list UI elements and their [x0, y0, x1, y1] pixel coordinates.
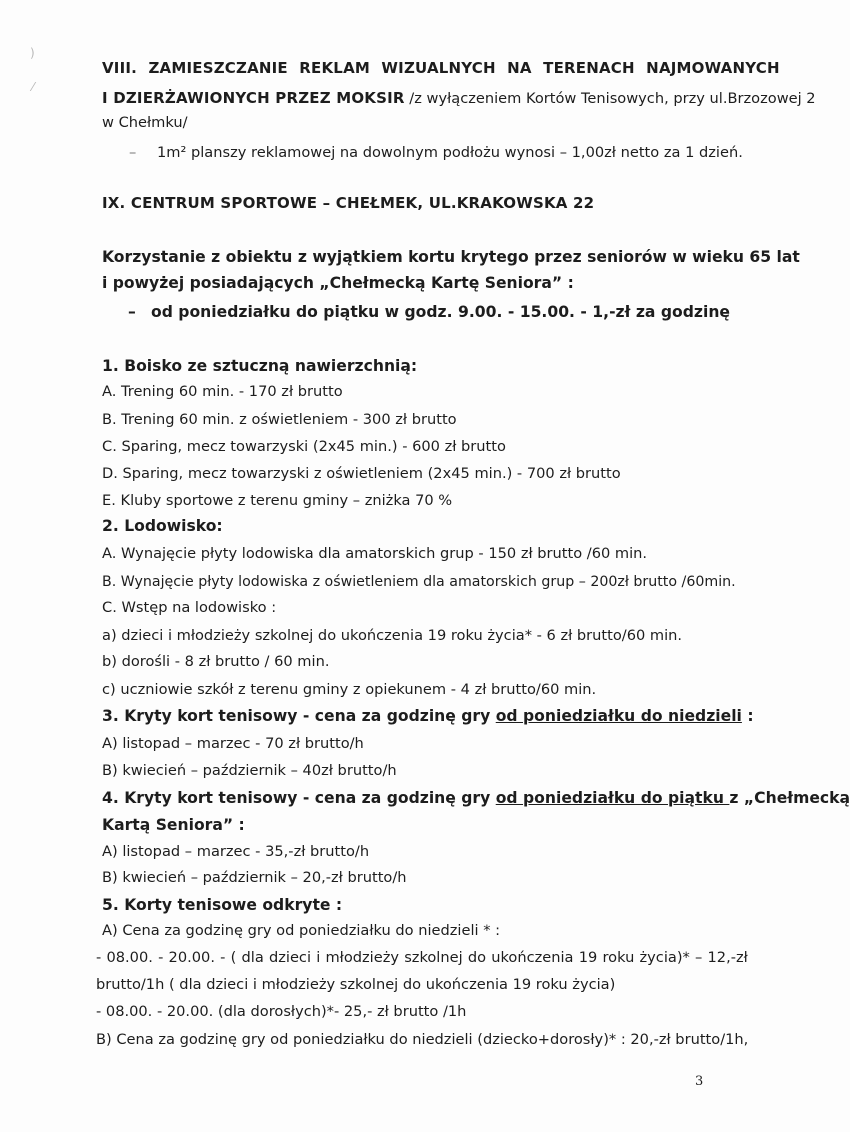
list-item: B. Wynajęcie płyty lodowiska z oświetleniem dla amatorskich grup – 200zł brutto /60min. — [102, 574, 736, 590]
kort-kryty-heading-end: : — [741, 707, 754, 725]
kort-senior-heading-text: 4. Kryty kort tenisowy - cena za godzinę gry — [102, 789, 496, 807]
price-word: ( — [230, 949, 237, 966]
senior-line-2: i powyżej posiadających „Chełmecką Kartę Seniora” : — [102, 274, 574, 292]
kort-kryty-heading-text: 3. Kryty kort tenisowy - cena za godzinę gry — [102, 707, 496, 725]
section-8-subtitle — [102, 88, 816, 109]
section-8-title — [102, 58, 780, 78]
price-word: - — [158, 949, 164, 966]
korty-odkryte-heading: 5. Korty tenisowe odkryte : — [102, 896, 343, 914]
price-row-children — [96, 948, 748, 968]
price-word: 12,-zł — [707, 949, 748, 966]
list-item: C. Wstęp na lodowisko : — [102, 599, 277, 616]
price-word: dla — [241, 949, 264, 966]
section-8-title-text: VIII. ZAMIESZCZANIE REKLAM WIZUALNYCH NA TERENACH NAJMOWANYCH — [102, 59, 780, 77]
kort-kryty-heading-days: od poniedziałku do niedzieli — [495, 707, 742, 725]
price-word: szkolnej — [404, 949, 463, 966]
price-word: - — [220, 949, 226, 966]
lodowisko-heading: 2. Lodowisko: — [102, 517, 223, 535]
price-word: – — [695, 949, 703, 966]
price-word: 08.00. — [106, 949, 153, 966]
price-word: życia)* — [639, 949, 690, 966]
list-item: c) uczniowie szkół z terenu gminy z opiekunem - 4 zł brutto/60 min. — [102, 681, 597, 698]
boisko-heading: 1. Boisko ze sztuczną nawierzchnią: — [102, 357, 418, 375]
scan-mark: ) — [30, 46, 35, 60]
kort-senior-heading-days: od poniedziałku do piątku — [495, 789, 730, 807]
section-9-title: IX. CENTRUM SPORTOWE – CHEŁMEK, UL.KRAKOWSKA 22 — [102, 194, 595, 212]
list-item: A. Wynajęcie płyty lodowiska dla amatorskich grup - 150 zł brutto /60 min. — [102, 545, 648, 562]
section-8-item: 1m² planszy reklamowej na dowolnym podłożu wynosi – 1,00zł netto za 1 dzień. — [157, 144, 743, 161]
price-word: ukończenia — [491, 949, 574, 966]
price-b: B) Cena za godzinę gry od poniedziałku do niedzieli (dziecko+dorosły)* : 20,-zł brutto/1h, — [96, 1031, 749, 1048]
page-number: 3 — [695, 1074, 704, 1089]
list-item: A. Trening 60 min. - 170 zł brutto — [102, 383, 343, 400]
section-8-subtitle-bold: I DZIERŻAWIONYCH PRZEZ MOKSIR — [102, 89, 405, 107]
scan-mark: ⁄ — [32, 80, 35, 94]
section-8-subtitle-rest: /z wyłączeniem Kortów Tenisowych, przy ul.Brzozowej 2 — [404, 90, 816, 107]
price-a: A) Cena za godzinę gry od poniedziałku do niedzieli * : — [102, 922, 501, 939]
list-item: B. Trening 60 min. z oświetleniem - 300 zł brutto — [102, 411, 457, 428]
list-dash: – — [128, 303, 136, 321]
price-word: 20.00. — [168, 949, 215, 966]
senior-hours: od poniedziałku do piątku w godz. 9.00. - 15.00. - 1,-zł za godzinę — [151, 303, 730, 321]
price-word: i — [316, 949, 321, 966]
list-item: D. Sparing, mecz towarzyski z oświetleniem (2x45 min.) - 700 zł brutto — [102, 465, 621, 482]
list-item: B) kwiecień – październik – 40zł brutto/h — [102, 762, 397, 779]
price-word: dzieci — [268, 949, 312, 966]
list-item: a) dzieci i młodzieży szkolnej do ukończenia 19 roku życia* - 6 zł brutto/60 min. — [102, 627, 683, 644]
price-word: do — [467, 949, 487, 966]
list-item: E. Kluby sportowe z terenu gminy – zniżka 70 % — [102, 492, 453, 509]
list-dash: – — [129, 144, 137, 161]
price-row-children-cont: brutto/1h ( dla dzieci i młodzieży szkolnej do ukończenia 19 roku życia) — [96, 976, 616, 993]
section-8-location: w Chełmku/ — [102, 114, 188, 131]
price-row-adults: - 08.00. - 20.00. (dla dorosłych)*- 25,- zł brutto /1h — [96, 1003, 467, 1020]
kort-senior-heading — [102, 788, 850, 808]
price-word: - — [96, 949, 102, 966]
list-item: A) listopad – marzec - 35,-zł brutto/h — [102, 843, 370, 860]
kort-senior-heading-line-2: Kartą Seniora” : — [102, 816, 245, 834]
price-word: roku — [602, 949, 635, 966]
price-word: młodzieży — [325, 949, 399, 966]
price-word: 19 — [578, 949, 598, 966]
list-item: b) dorośli - 8 zł brutto / 60 min. — [102, 653, 330, 670]
senior-line-1: Korzystanie z obiektu z wyjątkiem kortu krytego przez seniorów w wieku 65 lat — [102, 248, 800, 266]
list-item: B) kwiecień – październik – 20,-zł brutto/h — [102, 869, 407, 886]
list-item: A) listopad – marzec - 70 zł brutto/h — [102, 735, 364, 752]
list-item: C. Sparing, mecz towarzyski (2x45 min.) - 600 zł brutto — [102, 438, 506, 455]
kort-senior-heading-end: z „Chełmecką — [729, 789, 850, 807]
kort-kryty-heading — [102, 706, 754, 726]
